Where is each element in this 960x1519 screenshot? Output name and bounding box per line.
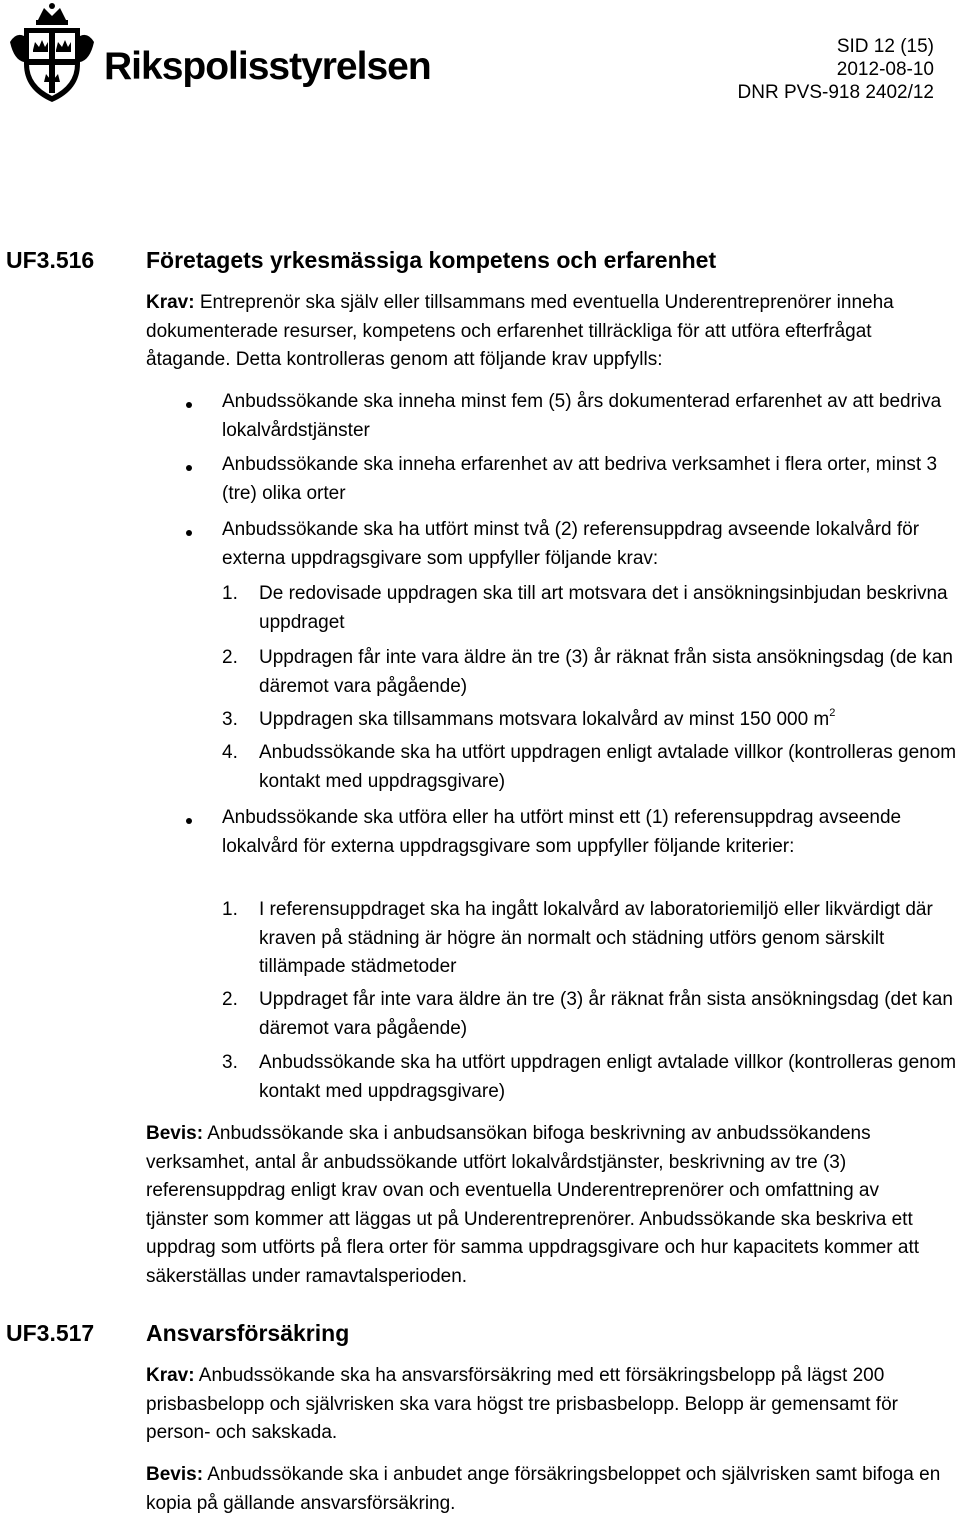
- section-title: Företagets yrkesmässiga kompetens och erfarenhet: [146, 247, 717, 273]
- bevis-paragraph: [146, 1461, 960, 1518]
- bevis-label: Bevis:: [146, 1123, 204, 1144]
- bullet-icon: [186, 465, 192, 471]
- section-number: UF3.516: [6, 247, 95, 273]
- list-item: Anbudssökande ska ha utfört minst två (2) referensuppdrag avseende lokalvård för externa uppdragsgivare som uppfyller följande krav:: [222, 519, 920, 569]
- list-number: 4.: [222, 742, 238, 763]
- page-number: SID 12 (15): [836, 36, 934, 57]
- krav-paragraph: [146, 1362, 960, 1448]
- numbered-item: Uppdragen får inte vara äldre än tre (3) år räknat från sista ansökningsdag (de kan däremot vara pågående): [259, 647, 953, 697]
- section-number: UF3.517: [6, 1320, 95, 1346]
- krav-label: Krav:: [146, 292, 195, 313]
- krav-text: Entreprenör ska själv eller tillsammans med eventuella Underentreprenörer inneha dokumenterade resurser, kompetens och erfarenhet tillräckliga för att utföra efterfrågat åtagande. Detta kontrolleras genom att följande krav uppfylls:: [146, 292, 894, 370]
- logo-wordmark: Rikspolisstyrelsen: [104, 45, 431, 88]
- numbered-item: [259, 706, 958, 735]
- numbered-item: Anbudssökande ska ha utfört uppdragen enligt avtalade villkor (kontrolleras genom kontakt med uppdragsgivare): [259, 1052, 957, 1102]
- police-emblem-logo: [4, 2, 100, 104]
- bevis-label: Bevis:: [146, 1464, 204, 1485]
- bevis-paragraph: [146, 1120, 946, 1291]
- bullet-icon: [186, 402, 192, 408]
- document-reference: DNR PVS-918 2402/12: [737, 82, 934, 103]
- list-number: 3.: [222, 1052, 238, 1073]
- krav-paragraph: [146, 289, 960, 375]
- list-number: 1.: [222, 583, 238, 604]
- krav-label: Krav:: [146, 1365, 195, 1386]
- superscript: 2: [829, 707, 836, 719]
- bevis-text: Anbudssökande ska i anbudet ange försäkringsbeloppet och självrisken samt bifoga en kopia på gällande ansvarsförsäkring.: [146, 1464, 941, 1514]
- numbered-item: I referensuppdraget ska ha ingått lokalvård av laboratoriemiljö eller likvärdigt där kraven på städning är högre än normalt och städning utförs genom särskilt tillämpade städmetoder: [259, 899, 933, 977]
- numbered-item-text: Uppdragen ska tillsammans motsvara lokalvård av minst 150 000 m: [259, 709, 830, 730]
- krav-text: Anbudssökande ska ha ansvarsförsäkring med ett försäkringsbelopp på lägst 200 prisbasbelopp och självrisken ska vara högst tre prisbasbelopp. Belopp är gemensamt för person- och sakskada.: [146, 1365, 898, 1443]
- numbered-item: Anbudssökande ska ha utfört uppdragen enligt avtalade villkor (kontrolleras genom kontakt med uppdragsgivare): [259, 742, 957, 792]
- section-title: Ansvarsförsäkring: [146, 1320, 350, 1346]
- list-number: 3.: [222, 709, 238, 730]
- list-number: 1.: [222, 899, 238, 920]
- list-number: 2.: [222, 647, 238, 668]
- list-item: Anbudssökande ska utföra eller ha utfört minst ett (1) referensuppdrag avseende lokalvård för externa uppdragsgivare som uppfyller följande kriterier:: [222, 807, 902, 857]
- list-number: 2.: [222, 989, 238, 1010]
- numbered-item: De redovisade uppdragen ska till art motsvara det i ansökningsinbjudan beskrivna uppdraget: [259, 583, 948, 633]
- bullet-icon: [186, 530, 192, 536]
- numbered-item: Uppdraget får inte vara äldre än tre (3) år räknat från sista ansökningsdag (det kan däremot vara pågående): [259, 989, 953, 1039]
- document-date: 2012-08-10: [836, 59, 934, 80]
- bevis-text: Anbudssökande ska i anbudsansökan bifoga beskrivning av anbudssökandens verksamhet, antal år anbudssökande utfört lokalvårdstjänster, beskrivning av tre (3) referensuppdrag enligt krav ovan och eventuella Underentreprenörer och omfattning av tjänster som kommer att läggas ut på Underentreprenörer. Anbudssökande ska beskriva ett uppdrag som utförts på flera orter för samma uppdragsgivare och hur kapacitets kommer att säkerställas under ramavtalsperioden.: [146, 1123, 920, 1287]
- list-item: Anbudssökande ska inneha erfarenhet av att bedriva verksamhet i flera orter, minst 3 (tre) olika orter: [222, 454, 938, 504]
- list-item: Anbudssökande ska inneha minst fem (5) års dokumenterad erfarenhet av att bedriva lokalvårdstjänster: [222, 391, 942, 441]
- bullet-icon: [186, 818, 192, 824]
